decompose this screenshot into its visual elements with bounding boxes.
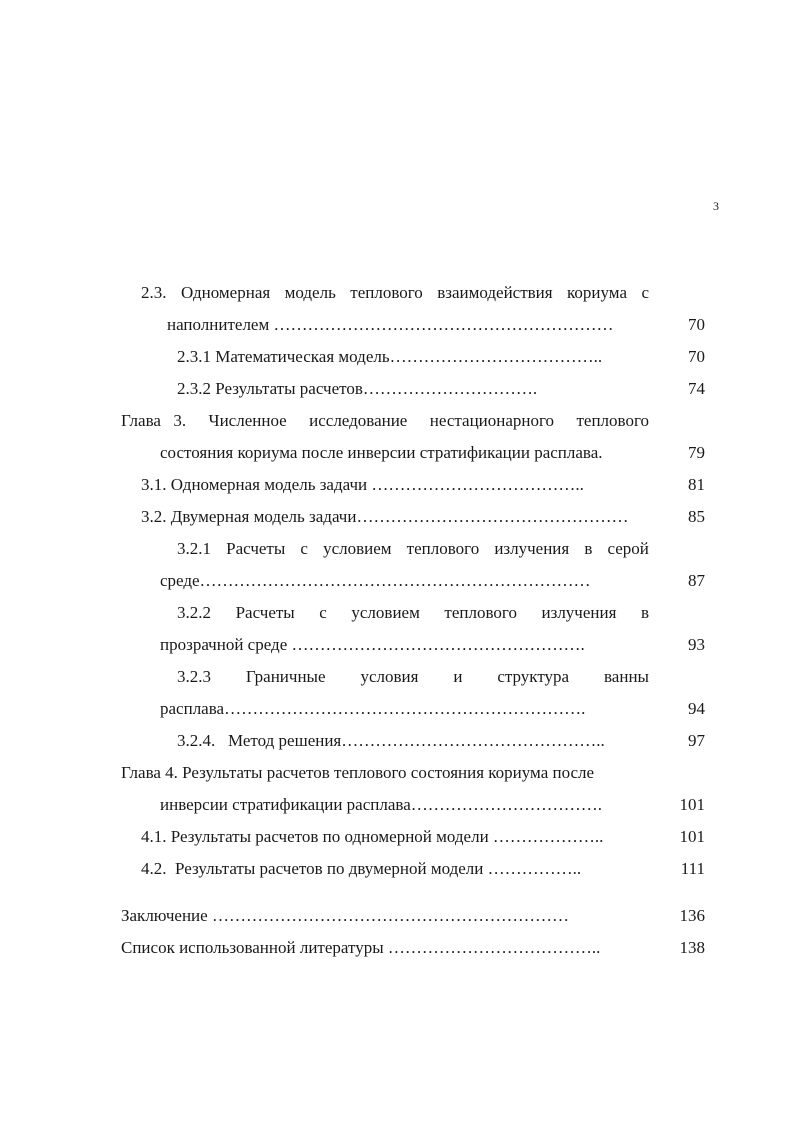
toc-entry-2-3-2: 2.3.2 Результаты расчетов…………………………. [177, 379, 538, 398]
toc-entry-3-2: 3.2. Двумерная модель задачи………………………………………… [141, 507, 629, 526]
word: взаимодействия [437, 283, 553, 302]
word: 3.2.2 [177, 603, 211, 622]
word: Расчеты [235, 603, 295, 622]
toc-entry-chapter-3-title [121, 410, 649, 432]
word: Расчеты [226, 539, 286, 558]
toc-page-3-2-4: 97 [688, 731, 705, 750]
word: Граничные [245, 667, 326, 686]
toc-entry-3-1: 3.1. Одномерная модель задачи ……………………………….. [141, 475, 584, 494]
word: структура [497, 667, 570, 686]
toc-page-conclusion: 136 [679, 906, 705, 925]
toc-page-chapter-3: 79 [688, 443, 705, 462]
word: Одномерная [180, 283, 271, 302]
toc-entry-chapter-3-cont: состояния кориума после инверсии стратификации расплава. [160, 443, 603, 462]
word: теплового [576, 411, 649, 430]
toc-entry-2-3-1: 2.3.1 Математическая модель……………………………….. [177, 347, 603, 366]
word: излучения [541, 603, 617, 622]
word: 3. [173, 411, 187, 430]
toc-page-4-2: 111 [680, 859, 705, 878]
toc-page-2-3: 70 [688, 315, 705, 334]
word: в [584, 539, 593, 558]
toc-entry-references: Список использованной литературы ……………………………….. [121, 938, 601, 957]
page-number: 3 [713, 199, 719, 213]
word: исследование [309, 411, 408, 430]
toc-page-references: 138 [679, 938, 705, 957]
word: ванны [604, 667, 649, 686]
toc-entry-conclusion: Заключение ……………………………………………………… [121, 906, 569, 925]
word: теплового [350, 283, 423, 302]
word: условием [351, 603, 420, 622]
word: кориума [567, 283, 627, 302]
word: нестационарного [429, 411, 555, 430]
toc-entry-4-2: 4.2. Результаты расчетов по двумерной модели …………….. [141, 859, 582, 878]
toc-page-2-3-1: 70 [688, 347, 705, 366]
word: 3.2.3 [177, 667, 211, 686]
word: в [640, 603, 649, 622]
toc-entry-3-2-3-title [177, 666, 649, 688]
toc-entry-4-1: 4.1. Результаты расчетов по одномерной модели ……………….. [141, 827, 604, 846]
toc-entry-3-2-1-cont: среде…………………………………………………………… [160, 571, 591, 590]
toc-entry-2-3-cont: наполнителем …………………………………………………… [167, 315, 614, 334]
word: теплового [444, 603, 517, 622]
word: с [300, 539, 308, 558]
toc-entry-3-2-2-title [177, 602, 649, 624]
word: с [641, 283, 649, 302]
word: условия [360, 667, 419, 686]
word: и [453, 667, 463, 686]
toc-page-3-1: 81 [688, 475, 705, 494]
word: 2.3. [141, 283, 167, 302]
toc-page-4-1: 101 [679, 827, 705, 846]
word: с [319, 603, 327, 622]
toc-entry-3-2-3-cont: расплава………………………………………………………. [160, 699, 586, 718]
word: 3.2.1 [177, 539, 211, 558]
toc-page-3-2-3: 94 [688, 699, 705, 718]
word: Глава [121, 411, 161, 430]
toc-entry-2-3-title [141, 282, 649, 304]
toc-page-chapter-4: 101 [679, 795, 705, 814]
toc-page-3-2: 85 [688, 507, 705, 526]
toc-page-3-2-1: 87 [688, 571, 705, 590]
toc-page-2-3-2: 74 [688, 379, 705, 398]
word: излучения [494, 539, 570, 558]
word: условием [323, 539, 392, 558]
toc-entry-3-2-1-title [177, 538, 649, 560]
word: Численное [208, 411, 287, 430]
toc-entry-3-2-4: 3.2.4. Метод решения……………………………………….. [177, 731, 605, 750]
toc-entry-chapter-4-title: Глава 4. Результаты расчетов теплового состояния кориума после [121, 763, 595, 782]
toc-entry-chapter-4-cont: инверсии стратификации расплава……………………………. [160, 795, 602, 814]
word: серой [607, 539, 649, 558]
toc-entry-3-2-2-cont: прозрачной среде ……………………………………………. [160, 635, 585, 654]
word: модель [284, 283, 336, 302]
toc-page-3-2-2: 93 [688, 635, 705, 654]
word: теплового [406, 539, 480, 558]
